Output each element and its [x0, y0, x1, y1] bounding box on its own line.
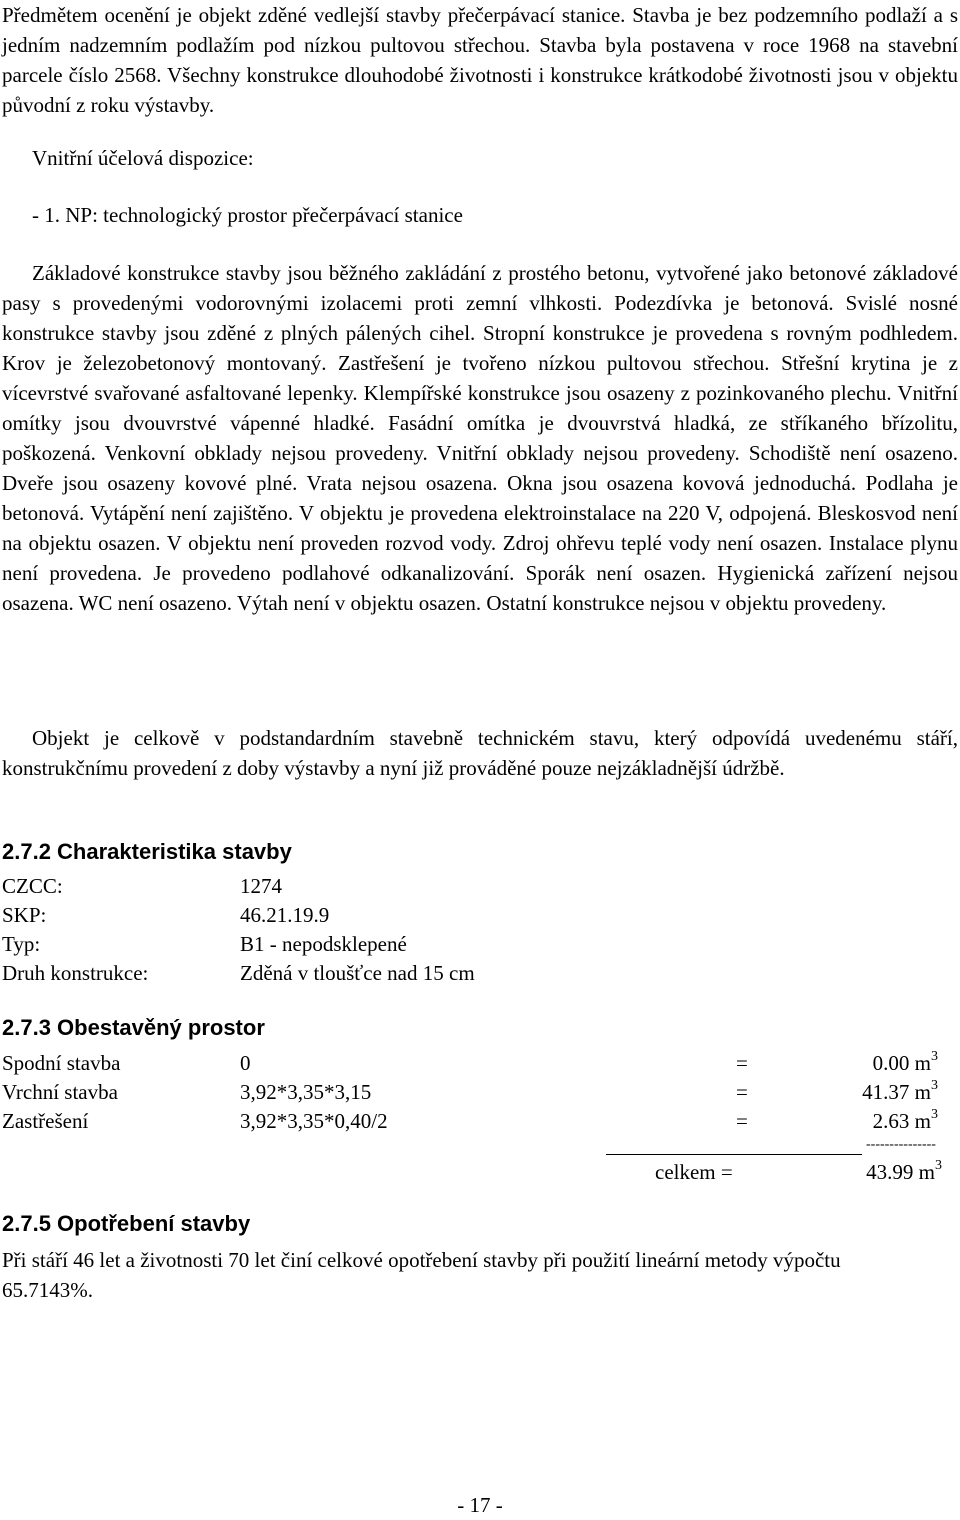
unit-exponent: 3 [931, 1107, 938, 1122]
unit-exponent: 3 [935, 1158, 942, 1173]
disposition-item: - 1. NP: technologický prostor přečerpávací stanice [32, 203, 463, 227]
characteristic-label: CZCC: [2, 874, 63, 898]
characteristic-label: Druh konstrukce: [2, 961, 149, 985]
volume-label: Vrchní stavba [2, 1080, 118, 1104]
volume-equals: = [736, 1080, 748, 1104]
volume-value: 41.37 m [862, 1080, 931, 1104]
total-value: 43.99 m [866, 1160, 935, 1184]
volume-total-row [0, 1157, 960, 1187]
unit-exponent: 3 [931, 1049, 938, 1064]
volume-row [2, 1077, 958, 1107]
section-heading-opotrebeni: 2.7.5 Opotřebení stavby [2, 1211, 251, 1236]
sum-underline [606, 1154, 862, 1155]
volume-formula: 0 [240, 1051, 251, 1075]
condition-paragraph: Objekt je celkově v podstandardním stavebně technickém stavu, který odpovídá uvedenému stáří, konstrukčnímu provedení z doby výstavby a nyní již prováděné pouze nejzákladnější údržbě. [2, 726, 958, 780]
volume-equals: = [736, 1109, 748, 1133]
characteristic-value: Zděná v tloušťce nad 15 cm [240, 961, 475, 985]
volume-equals: = [736, 1051, 748, 1075]
intro-paragraph: Předmětem ocenění je objekt zděné vedlejší stavby přečerpávací stanice. Stavba je bez podzemního podlaží a s jedním nadzemním podlažím pod nízkou pultovou střechou. Stavba byla postavena v roce 1968 na stavební parcele číslo 2568. Všechny konstrukce dlouhodobé životnosti i konstrukce krátkodobé životnosti jsou v objektu původní z roku výstavby. [2, 3, 958, 117]
construction-paragraph: Základové konstrukce stavby jsou běžného zakládání z prostého betonu, vytvořené jako betonové základové pasy s provedenými vodorovnými izolacemi proti zemní vlhkosti. Podezdívka je betonová. Svislé nosné konstrukce stavby jsou zděné z plných pálených cihel. Stropní konstrukce je provedena s rovným podhledem. Krov je železobetonový montovaný. Zastřešení je tvořeno nízkou pultovou střechou. Střešní krytina je z vícevrstvé svařované asfaltované lepenky. Klempířské konstrukce jsou osazeny z pozinkovaného plechu. Vnitřní omítky jsou dvouvrstvé vápenné hladké. Fasádní omítka je dvouvrstvá hladká, ze stříkaného břízolitu, poškozená. Venkovní obklady nejsou provedeny. Vnitřní obklady nejsou provedeny. Schodiště není osazeno. Dveře jsou osazeny kovové plné. Vrata nejsou osazena. Okna jsou osazena kovová jednoduchá. Podlaha je betonová. Vytápění není zajištěno. V objektu je provedena elektroinstalace na 220 V, odpojená. Bleskosvod není na objektu osazen. V objektu není proveden rozvod vody. Zdroj ohřevu teplé vody není osazen. Instalace plynu není provedena. Je provedeno podlahové odkanalizování. Sporák není osazen. Hygienická zařízení nejsou osazena. WC není osazeno. Výtah není v objektu osazen. Ostatní konstrukce nejsou v objektu provedeny. [2, 261, 958, 615]
volume-label: Zastřešení [2, 1109, 89, 1133]
wear-paragraph: Při stáří 46 let a životnosti 70 let činí celkové opotřebení stavby při použití lineární metody výpočtu 65.7143%. [2, 1248, 841, 1302]
volume-row [2, 1048, 958, 1078]
volume-formula: 3,92*3,35*3,15 [240, 1080, 372, 1104]
volume-row [2, 1106, 958, 1136]
volume-result [862, 1077, 938, 1107]
page-number: - 17 - [457, 1493, 503, 1517]
unit-exponent: 3 [931, 1078, 938, 1093]
disposition-title: Vnitřní účelová dispozice: [32, 146, 254, 170]
section-heading-obestaveny-prostor: 2.7.3 Obestavěný prostor [2, 1015, 265, 1040]
volume-formula: 3,92*3,35*0,40/2 [240, 1109, 388, 1133]
characteristic-value: 1274 [240, 874, 282, 898]
volume-value: 0.00 m [872, 1051, 931, 1075]
characteristic-label: SKP: [2, 903, 47, 927]
sum-separator: --------------- [866, 1137, 936, 1152]
volume-value: 2.63 m [872, 1109, 931, 1133]
volume-result [873, 1048, 938, 1078]
characteristic-value: B1 - nepodsklepené [240, 932, 407, 956]
characteristic-value: 46.21.19.9 [240, 903, 330, 927]
total-result [866, 1157, 942, 1187]
characteristic-label: Typ: [2, 932, 41, 956]
volume-label: Spodní stavba [2, 1051, 121, 1075]
volume-result [873, 1106, 938, 1136]
section-heading-charakteristika: 2.7.2 Charakteristika stavby [2, 839, 292, 864]
total-label: celkem = [655, 1160, 733, 1184]
